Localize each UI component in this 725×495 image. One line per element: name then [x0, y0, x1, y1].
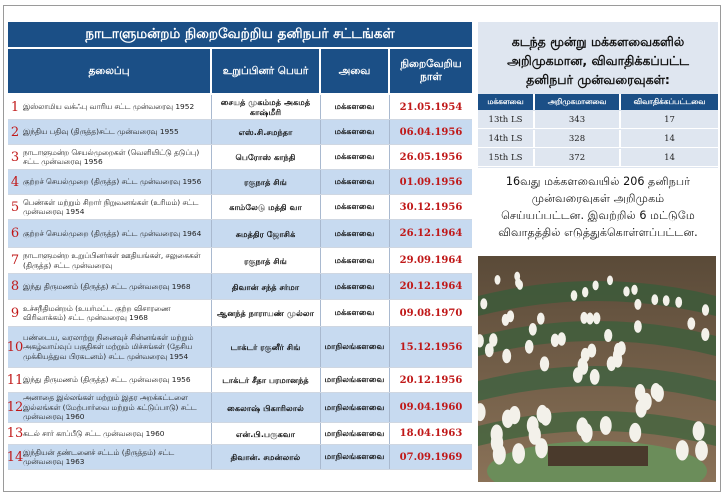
member-figure [675, 297, 682, 308]
member-figure [537, 313, 545, 325]
bill-number: 4 [10, 174, 20, 190]
bill-date: 20.12.1956 [399, 374, 463, 386]
bill-title: இந்து திருமணம் (திருத்த) சட்ட முன்வரைவு 1968 [23, 281, 191, 291]
stats-cell-house: 14th LS [488, 133, 523, 144]
member-figure [551, 334, 559, 347]
stats-row [478, 111, 718, 129]
bill-house: மக்களவை [334, 254, 375, 265]
member-figure [525, 340, 534, 354]
bill-number: 1 [10, 99, 20, 115]
member-figure [641, 393, 652, 410]
bill-member: பெரோஸ் காந்தி [235, 152, 296, 162]
member-figure [571, 290, 578, 301]
bill-title: குற்றச் செயல்முறை (திருத்த) சட்ட முன்வரைவு 1956 [23, 177, 202, 187]
member-figure [493, 444, 506, 465]
bill-house: மாநிலங்களவை [324, 401, 385, 412]
bill-member: ரகுநாத் சிங் [244, 255, 287, 266]
bill-number: 10 [6, 339, 24, 355]
bill-title: உச்சநீதிமன்றம் (உயர்மட்ட குற்ற விசாரணை விரிவாக்கம்) சட்ட முன்வரைவு 1968 [23, 303, 171, 322]
stats-cell-discussed: 14 [664, 152, 675, 163]
table-row [8, 327, 472, 368]
bill-title: இந்து திருமணம் (திருத்த) சட்ட முன்வரைவு 1956 [23, 375, 191, 385]
stats-cell-house: 15th LS [488, 152, 523, 163]
bill-number: 6 [10, 226, 20, 241]
bill-member: டாக்டர் சீதா பரமானந்த் [222, 375, 309, 385]
bill-date: 06.04.1956 [399, 126, 463, 138]
bill-member: கைலாஷ் பிகாரிலால் [227, 402, 304, 413]
bill-member: சுமத்திர ஜோசிக் [235, 228, 296, 239]
member-figure [586, 313, 593, 325]
stats-title [480, 32, 716, 89]
member-figure [507, 310, 514, 322]
bill-member: சையத் முகம்மத் அகமத் காஷ்மீரி [220, 97, 311, 117]
lok-sabha-note [478, 173, 718, 241]
table-row [8, 195, 472, 220]
bill-title: இந்தியன் தண்டனைச் சட்டம் (திருத்தம்) சட்ட முன்வரைவு 1963 [23, 447, 175, 466]
bill-title: குற்றச் செயல்முறை (திருத்த) சட்ட முன்வரைவு 1964 [23, 228, 202, 238]
member-figure [514, 272, 520, 281]
column-header-date: நிறைவேறிய நாள் [400, 58, 462, 83]
member-figure [687, 317, 695, 329]
table-row [8, 393, 472, 423]
bill-house: மக்களவை [334, 201, 375, 211]
table-row [8, 423, 472, 445]
member-figure [535, 438, 548, 458]
table-header [8, 49, 472, 93]
stats-title-line: அறிமுகமான, விவாதிக்கப்பட்ட [507, 53, 689, 68]
bill-house: மக்களவை [334, 101, 375, 111]
bill-number: 13 [6, 426, 24, 441]
member-figure [529, 323, 537, 336]
stats-header-discussed: விவாதிக்கப்பட்டவை [633, 97, 706, 106]
column-header-title: தலைப்பு [88, 64, 130, 77]
member-figure [593, 281, 599, 291]
member-figure [540, 356, 549, 371]
member-figure [502, 410, 514, 428]
table-row [8, 170, 472, 195]
member-figure [581, 423, 593, 442]
member-figure [634, 299, 641, 310]
column-header-member: உறுப்பினர் பெயர் [222, 64, 309, 77]
bill-member: என்.பி.பருகவா [235, 428, 296, 439]
table-row [8, 445, 472, 470]
bill-date: 29.09.1964 [399, 255, 463, 266]
member-figure [701, 328, 709, 341]
member-figure [695, 440, 708, 460]
bill-date: 09.08.1970 [399, 307, 463, 319]
bill-date: 30.12.1956 [399, 201, 463, 213]
table-row [8, 95, 472, 120]
bill-number: 7 [10, 253, 20, 268]
bill-house: மக்களவை [334, 176, 375, 186]
table-row [8, 145, 472, 170]
bill-member: ஆனந்த் நாராயண் முல்லா [216, 308, 315, 318]
bill-house: மாநிலங்களவை [324, 374, 385, 384]
bill-title: நாடாளுமன்ற செயல்முறைகள் (வெளியிட்டு தடுப்பு) சட்ட முன்வரைவு 1956 [23, 147, 200, 166]
bill-date: 01.09.1956 [399, 176, 463, 188]
bill-house: மாநிலங்களவை [324, 427, 385, 438]
member-figure [604, 329, 612, 342]
stats-cell-house: 13th LS [488, 114, 523, 125]
stats-row [478, 130, 718, 148]
member-figure [702, 304, 709, 315]
bill-member: திவான் சந்த் சர்மா [231, 281, 300, 292]
column-header-house: அவை [338, 64, 371, 77]
member-figure [512, 443, 525, 464]
parliament-chamber-photo [478, 256, 716, 482]
bill-house: மக்களவை [334, 227, 375, 238]
bill-title: நாடாளுமன்ற உறுப்பினர்கள் ஊதியங்கள், சலுகைகள் (திருத்த) சட்ட முன்வரைவு [23, 251, 201, 270]
stats-header-house: மக்களவை [487, 97, 524, 106]
member-figure [537, 405, 548, 423]
member-figure [480, 298, 487, 309]
bill-date: 07.09.1969 [399, 451, 463, 463]
member-figure [582, 287, 588, 297]
member-figure [600, 416, 612, 435]
member-figure [629, 423, 641, 442]
bill-house: மாநிலங்களவை [324, 341, 385, 351]
bill-number: 3 [10, 149, 20, 165]
stats-box [478, 22, 718, 168]
bill-number: 12 [6, 400, 24, 415]
member-figure [651, 383, 661, 400]
stats-title-line: தனிநபர் முன்வரைவுகள்: [526, 72, 670, 87]
note-line: செய்யப்பட்டன. இவற்றில் 6 மட்டுமே [501, 209, 695, 222]
bill-member: திவான். சமன்லால் [230, 452, 301, 462]
member-figure [631, 285, 637, 295]
member-figure [593, 312, 600, 324]
member-figure [495, 275, 501, 285]
bill-house: மக்களவை [334, 151, 375, 161]
bill-date: 18.04.1963 [399, 428, 463, 439]
bill-title: இஸ்லாமிய வக்ஃபு வாரிய சட்ட முன்வரைவு 1952 [23, 102, 195, 112]
bill-member: காம்லேடு மத்தி வா [229, 202, 302, 212]
note-line: விவாதத்தில் எடுத்துக்கொள்ளப்பட்டன. [498, 226, 698, 239]
note-line: 16வது மக்களவையில் 206 தனிநபர் [505, 175, 691, 188]
main-title: நாடாளுமன்றம் நிறைவேற்றிய தனிநபர் சட்டங்கள் [8, 22, 472, 47]
member-figure [663, 295, 670, 306]
bill-date: 26.12.1964 [399, 228, 463, 239]
member-figure [489, 333, 497, 346]
member-figure [607, 276, 613, 286]
table-row [8, 120, 472, 145]
member-figure [587, 344, 596, 358]
bill-house: மக்களவை [334, 126, 375, 136]
stats-title-line: கடந்த மூன்று மக்களவைகளில் [511, 34, 685, 49]
bill-date: 20.12.1964 [399, 281, 463, 292]
member-figure [623, 286, 629, 296]
bill-title: அனாதை இல்லங்கள் மற்றும் இதர அறக்கட்டளை இல்லங்கள் (மேற்பார்வை மற்றும் கட்டுப்பாடு) சட்ட முன்வரைவு 1960 [23, 393, 197, 422]
bill-number: 5 [10, 199, 20, 215]
stats-cell-discussed: 17 [664, 114, 675, 125]
member-figure [502, 349, 511, 363]
bill-title: இந்திய பதிவு (திருத்த)சட்ட முன்வரைவு 1955 [23, 127, 179, 137]
bill-title: கடல் சார் காப்பீடு சட்ட முன்வரைவு 1960 [23, 428, 165, 438]
stats-cell-introduced: 343 [568, 114, 586, 125]
table-row [8, 248, 472, 274]
member-figure [527, 416, 539, 435]
table-row [8, 368, 472, 393]
stats-cell-introduced: 328 [568, 133, 586, 144]
member-figure [590, 369, 600, 385]
bill-number: 14 [6, 449, 24, 465]
bill-member: ரகுநாத் சிங் [244, 177, 287, 187]
private-bills-table [8, 22, 472, 484]
table-row [8, 300, 472, 327]
bill-number: 11 [6, 372, 24, 388]
bill-house: மாநிலங்களவை [324, 451, 385, 461]
note-line: முன்வரைவுகள் அறிமுகம் [531, 192, 665, 205]
stats-header-introduced: அறிமுகமானவை [547, 97, 607, 106]
bill-member: எஸ்.சி.சமந்தா [238, 127, 293, 137]
bill-date: 15.12.1956 [399, 341, 463, 353]
bill-date: 21.05.1954 [399, 101, 463, 113]
member-figure [693, 421, 705, 440]
member-figure [634, 320, 642, 333]
stats-header [478, 94, 718, 110]
bill-number: 8 [10, 279, 20, 294]
side-panel [478, 22, 718, 484]
stats-cell-introduced: 372 [568, 152, 586, 163]
stats-cell-discussed: 14 [664, 133, 675, 144]
bill-number: 2 [10, 124, 20, 140]
member-figure [613, 353, 622, 368]
table-row [8, 220, 472, 248]
bill-date: 09.04.1960 [399, 402, 463, 413]
bill-title: பண்டைய, வரலாற்று நினைவுச் சின்னங்கள் மற்றும் அகழ்வாய்வுப் பகுதிகள் மற்றும் மிச்சங்கள் (தேசிய முக்கியத்துவ பிரகடனம்) சட்ட முன்வரைவு 1954 [23, 332, 194, 361]
bill-title: பெண்கள் மற்றும் சிறார் நிறுவனங்கள் (உரிமம்) சட்ட முன்வரைவு 1954 [23, 197, 199, 216]
member-figure [651, 294, 658, 305]
parliament-chamber-image [478, 256, 716, 482]
bill-number: 9 [10, 305, 20, 321]
bill-house: மக்களவை [334, 307, 375, 317]
bill-member: டாக்டர் ரகுனீர் சிங் [230, 342, 301, 352]
table-row [8, 274, 472, 300]
stats-row [478, 149, 718, 167]
bill-date: 26.05.1956 [399, 151, 463, 163]
bill-house: மக்களவை [334, 280, 375, 291]
member-figure [676, 440, 689, 460]
